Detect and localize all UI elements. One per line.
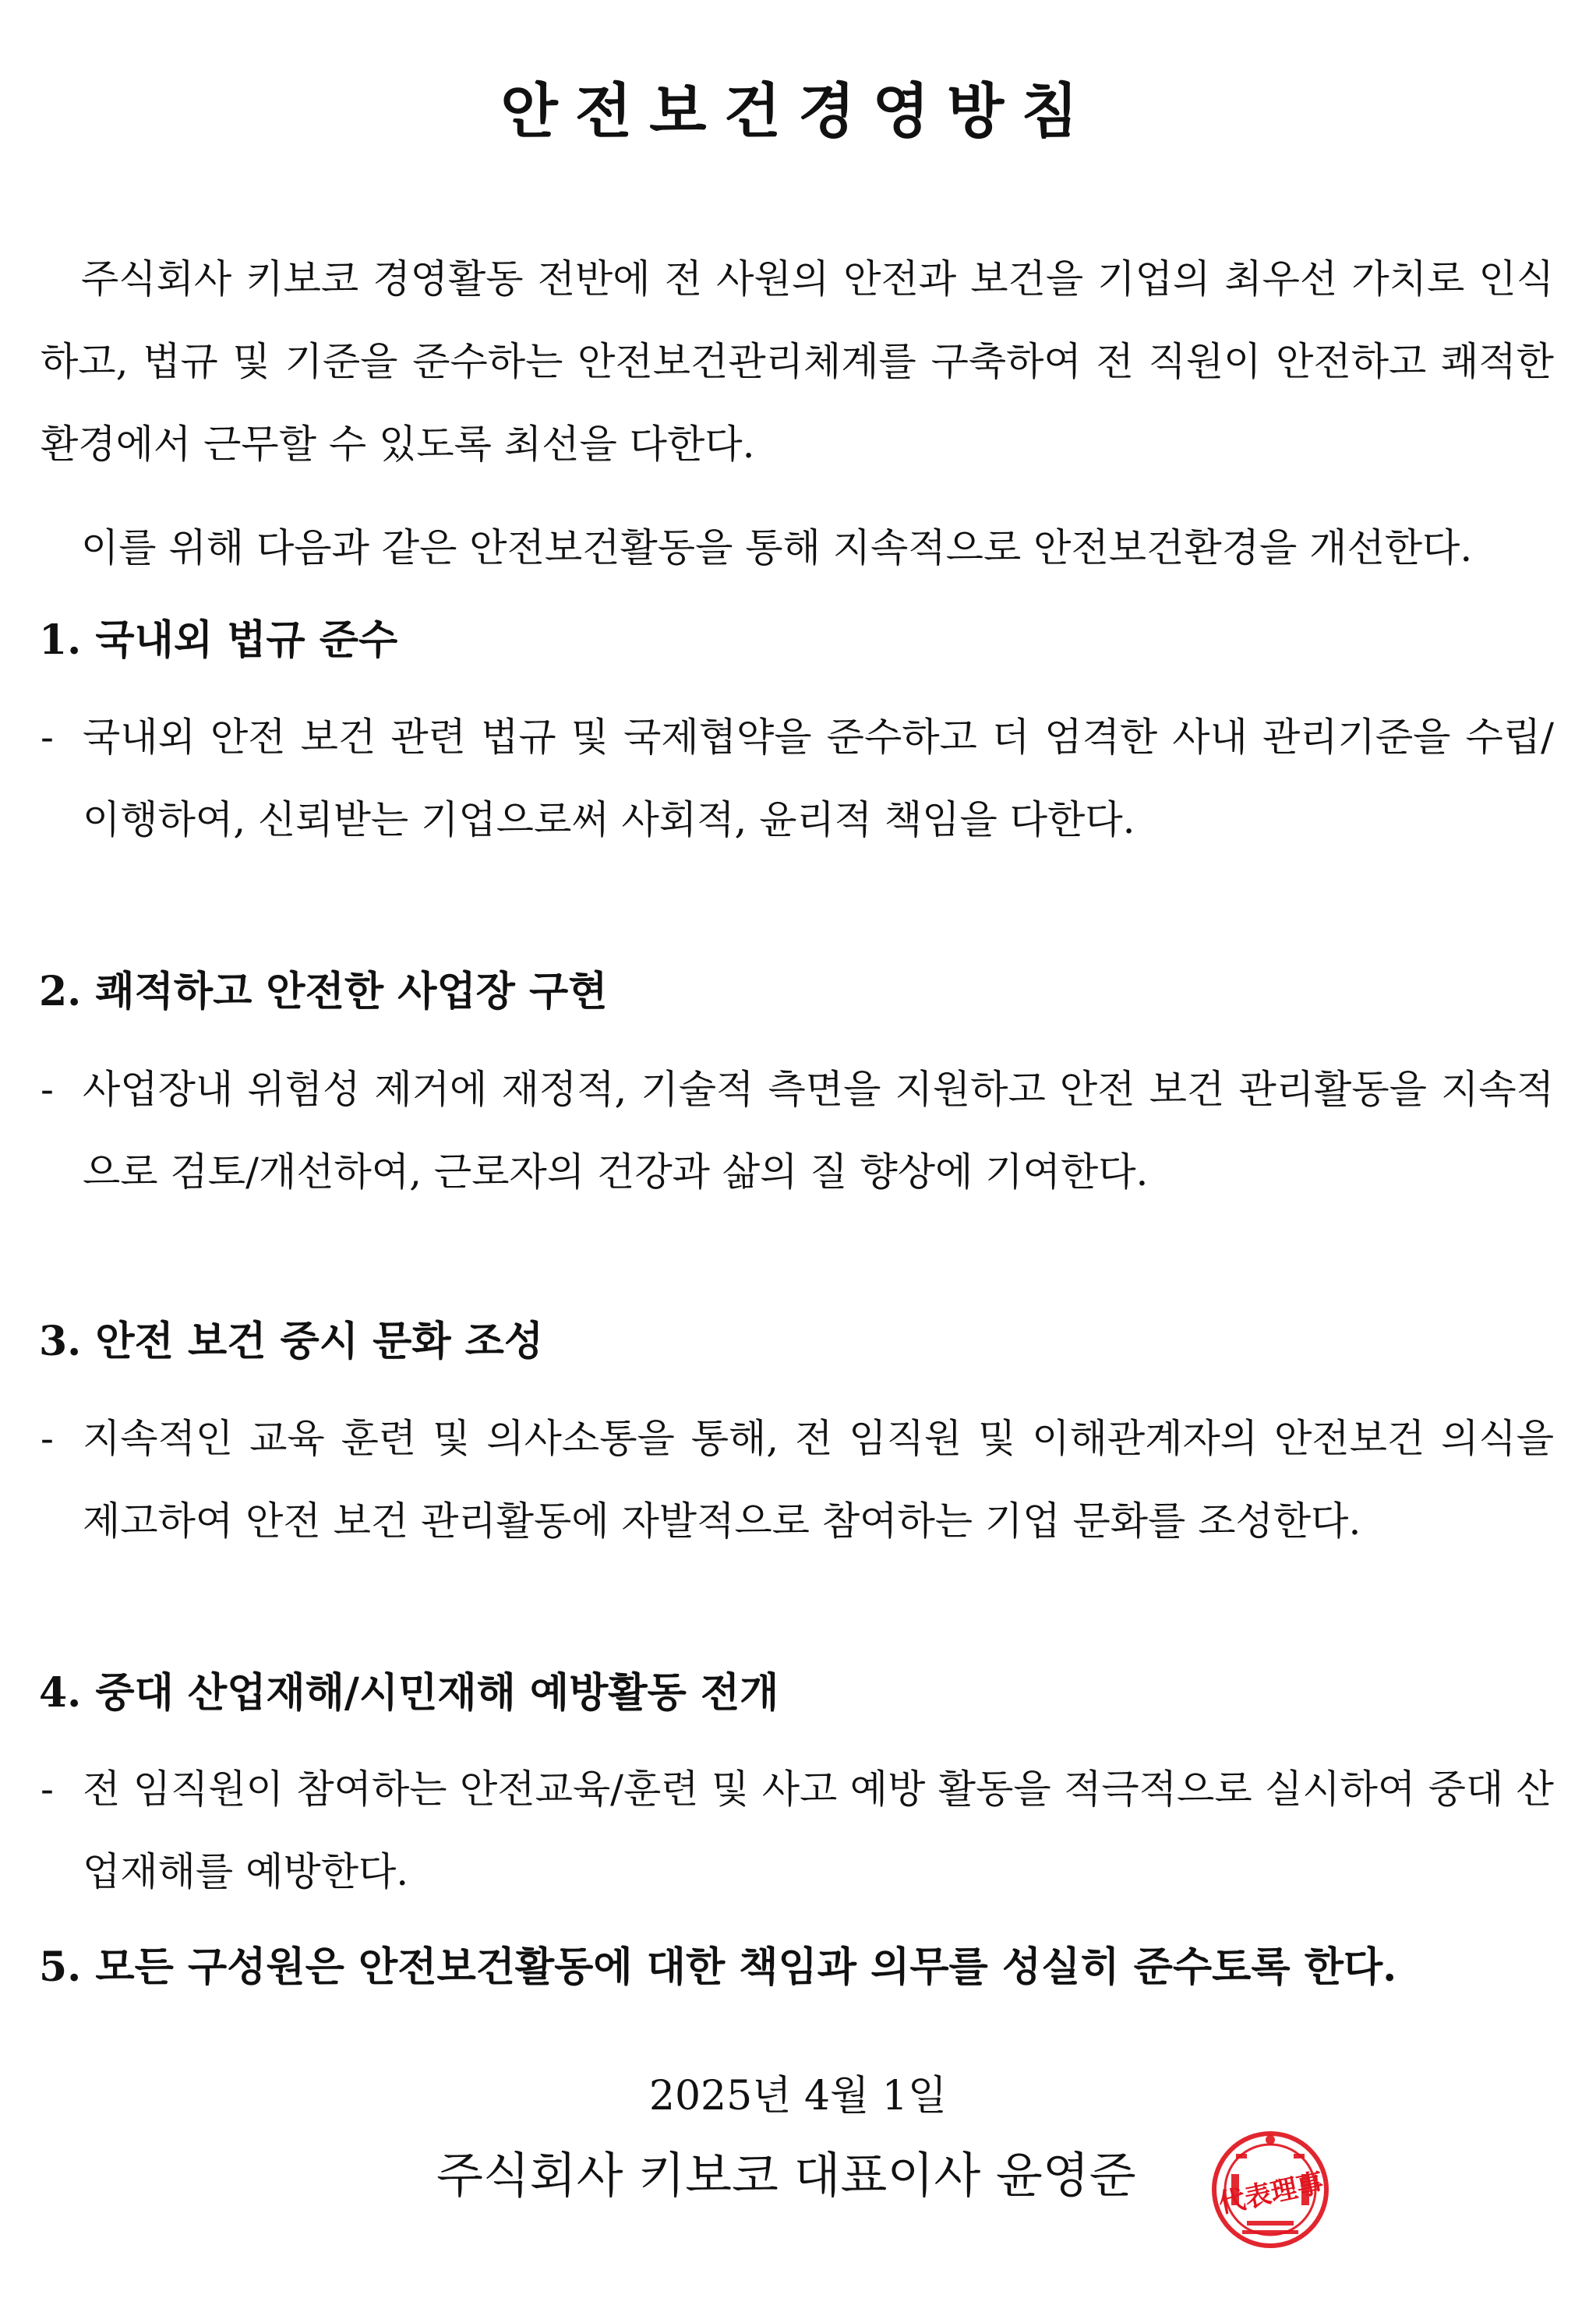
section-heading-1: 1. 국내외 법규 준수 [39, 616, 398, 664]
section-body-2 [41, 1048, 1554, 1213]
section-body-text: 사업장내 위험성 제거에 재정적, 기술적 측면을 지원하고 안전 보건 관리활동을 지속적으로 검토/개선하여, 근로자의 건강과 삶의 질 향상에 기여한다. [83, 1067, 1554, 1195]
bullet-dash: - [41, 1067, 54, 1112]
section-body-1 [41, 696, 1554, 861]
section-body-3 [41, 1397, 1554, 1562]
section-heading-4: 4. 중대 산업재해/시민재해 예방활동 전개 [39, 1669, 779, 1717]
seal-text: 代表理事 [1216, 2167, 1326, 2220]
section-body-4 [41, 1748, 1554, 1913]
bullet-dash: - [41, 715, 54, 760]
bullet-dash: - [41, 1767, 54, 1812]
document-date: 2025년 4월 1일 [648, 2073, 948, 2120]
section-body-text: 지속적인 교육 훈련 및 의사소통을 통해, 전 임직원 및 이해관계자의 안전보건 의식을 제고하여 안전 보건 관리활동에 자발적으로 참여하는 기업 문화를 조성한다. [83, 1416, 1554, 1544]
purpose-paragraph: 이를 위해 다음과 같은 안전보건활동을 통해 지속적으로 안전보건환경을 개선한다. [81, 525, 1473, 570]
company-seal-stamp [1208, 2127, 1333, 2252]
bullet-dash: - [41, 1416, 54, 1461]
section-heading-3: 3. 안전 보건 중시 문화 조성 [39, 1318, 544, 1365]
signature-line: 주식회사 키보코 대표이사 윤영준 [436, 2147, 1136, 2204]
intro-paragraph: 주식회사 키보코 경영활동 전반에 전 사원의 안전과 보건을 기업의 최우선 가치로 인식하고, 법규 및 기준을 준수하는 안전보건관리체계를 구축하여 전 직원이 안전하고 쾌적한 환경에서 근무할 수 있도록 최선을 다한다. [41, 256, 1554, 467]
document-title: 안전보건경영방침 [500, 76, 1096, 146]
section-heading-2: 2. 쾌적하고 안전한 사업장 구현 [39, 968, 608, 1015]
section-body-text: 전 임직원이 참여하는 안전교육/훈련 및 사고 예방 활동을 적극적으로 실시하여 중대 산업재해를 예방한다. [83, 1767, 1554, 1894]
section-body-text: 국내외 안전 보건 관련 법규 및 국제협약을 준수하고 더 엄격한 사내 관리기준을 수립/이행하여, 신뢰받는 기업으로써 사회적, 윤리적 책임을 다한다. [83, 715, 1554, 842]
section-heading-5: 5. 모든 구성원은 안전보건활동에 대한 책임과 의무를 성실히 준수토록 한다. [39, 1943, 1397, 1991]
